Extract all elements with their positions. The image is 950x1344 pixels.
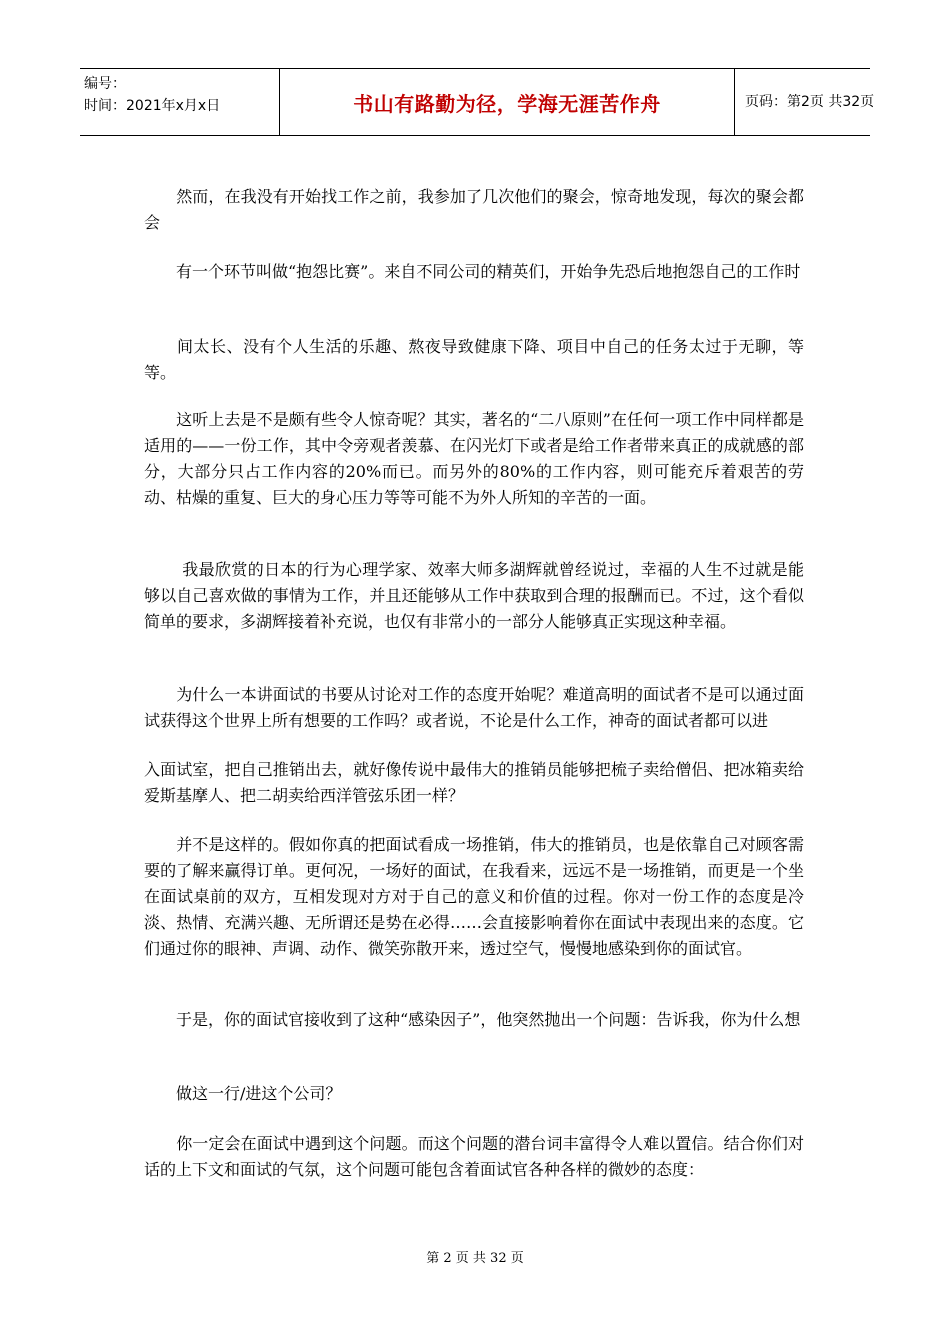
paragraph: 我最欣赏的日本的行为心理学家、效率大师多湖辉就曾经说过，幸福的人生不过就是能够以自己喜欢做的事情为工作，并且还能够从工作中获取到合理的报酬而已。不过，这个看似简单的要求，多湖辉接着补充说，也仅有非常小的一部分人能够真正实现这种幸福。 xyxy=(144,560,804,631)
paragraph: 为什么一本讲面试的书要从讨论对工作的态度开始呢？难道高明的面试者不是可以通过面试获得这个世界上所有想要的工作吗？或者说，不论是什么工作，神奇的面试者都可以进 xyxy=(144,685,804,730)
date-label: 时间：2021年x月x日 xyxy=(84,98,221,114)
paragraph: 这听上去是不是颇有些令人惊奇呢？其实，著名的“二八原则”在任何一项工作中同样都是适用的——一份工作，其中令旁观者羡慕、在闪光灯下或者是给工作者带来真正的成就感的部分，大部分只占工作内容的20%而已。而另外的80%的工作内容，则可能充斥着艰苦的劳动、枯燥的重复、巨大的身心压力等等可能不为外人所知的辛苦的一面。 xyxy=(144,410,804,507)
page-footer: 第 2 页 共 32 页 xyxy=(426,1251,524,1266)
paragraph: 间太长、没有个人生活的乐趣、熬夜导致健康下降、项目中自己的任务太过于无聊，等等。 xyxy=(144,337,804,382)
paragraph: 入面试室，把自己推销出去，就好像传说中最伟大的推销员能够把梳子卖给僧侣、把冰箱卖给爱斯基摩人、把二胡卖给西洋管弦乐团一样？ xyxy=(144,760,804,805)
page-number-label: 页码：第2页 共32页 xyxy=(745,94,875,110)
paragraph: 然而，在我没有开始找工作之前，我参加了几次他们的聚会，惊奇地发现，每次的聚会都会 xyxy=(144,187,804,232)
header-page-cell xyxy=(735,69,875,135)
paragraph: 有一个环节叫做“抱怨比赛”。来自不同公司的精英们，开始争先恐后地抱怨自己的工作时 xyxy=(144,262,801,281)
header-motto-cell xyxy=(280,69,735,135)
paragraph: 于是，你的面试官接收到了这种“感染因子”，他突然抛出一个问题：告诉我，你为什么想 xyxy=(144,1010,801,1029)
paragraph: 做这一行/进这个公司？ xyxy=(144,1084,342,1103)
header-table xyxy=(80,68,875,136)
motto-text: 书山有路勤为径，学海无涯苦作舟 xyxy=(353,91,661,116)
number-label: 编号： xyxy=(84,76,126,92)
paragraph: 并不是这样的。假如你真的把面试看成一场推销，伟大的推销员，也是依靠自己对顾客需要的了解来赢得订单。更何况，一场好的面试，在我看来，远远不是一场推销，而更是一个坐在面试桌前的双方，互相发现对方对于自己的意义和价值的过程。你对一份工作的态度是冷淡、热情、充满兴趣、无所谓还是势在必得……会直接影响着你在面试中表现出来的态度。它们通过你的眼神、声调、动作、微笑弥散开来，透过空气，慢慢地感染到你的面试官。 xyxy=(144,835,804,958)
paragraph: 你一定会在面试中遇到这个问题。而这个问题的潜台词丰富得令人难以置信。结合你们对话的上下文和面试的气氛，这个问题可能包含着面试官各种各样的微妙的态度： xyxy=(144,1134,804,1179)
header-meta-cell xyxy=(80,69,280,135)
